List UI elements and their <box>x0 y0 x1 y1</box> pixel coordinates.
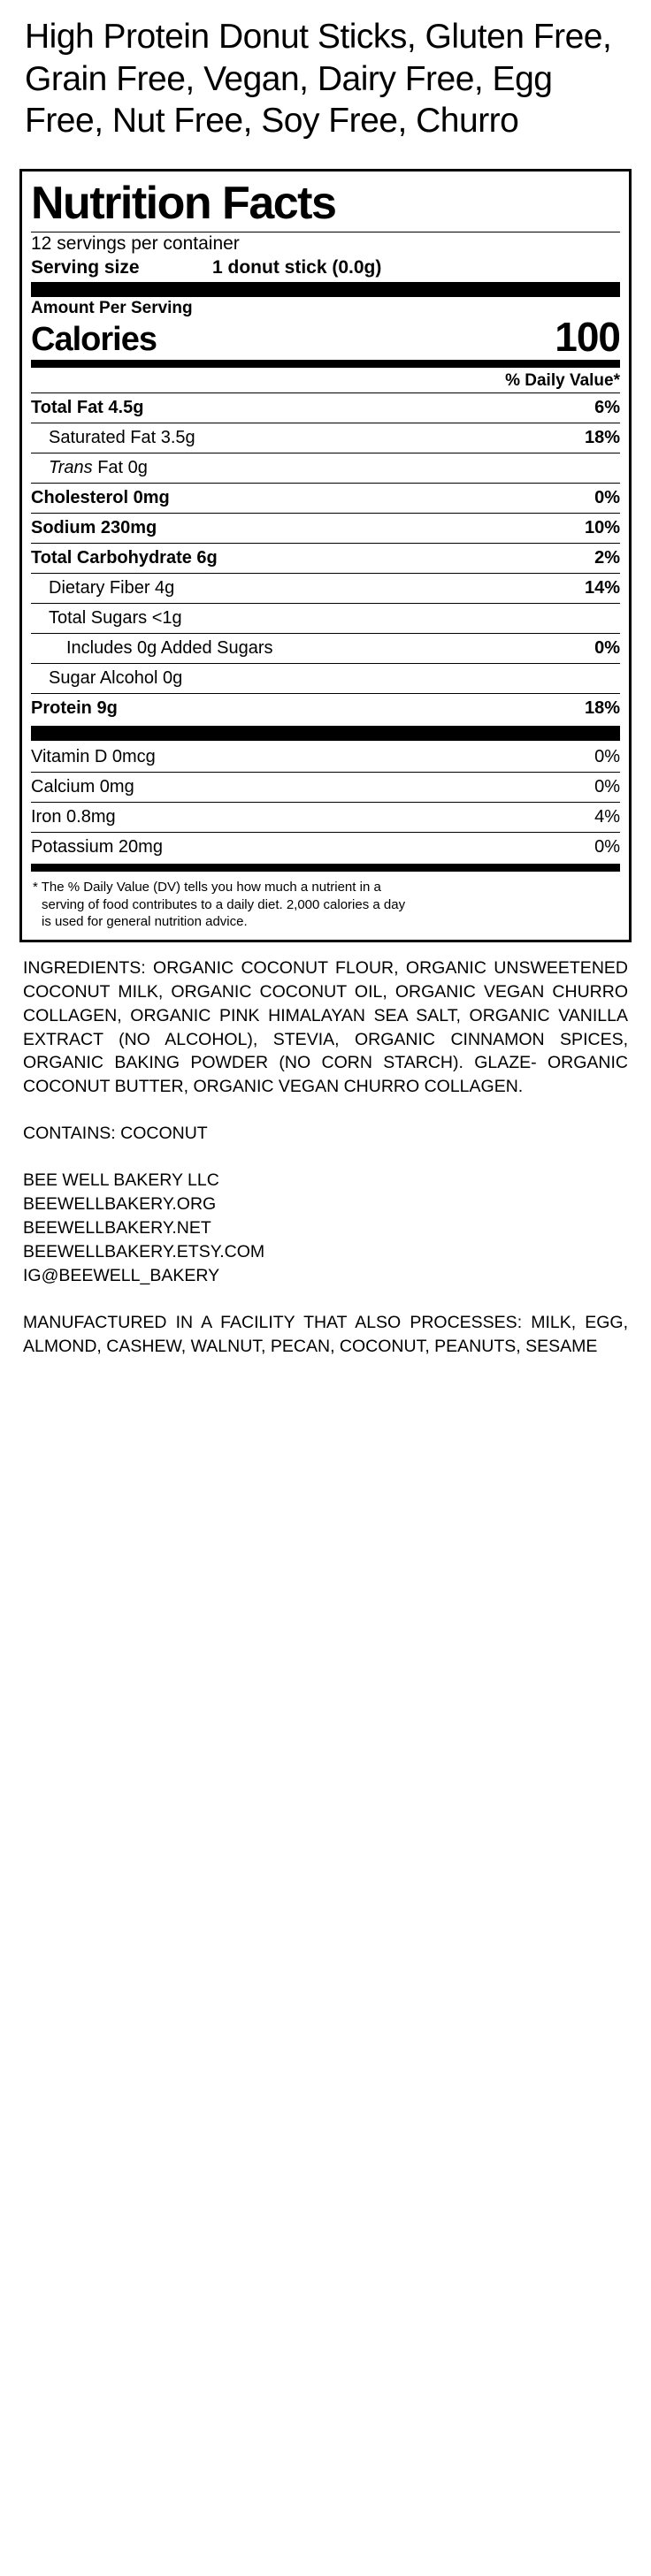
nutrient-name: Cholesterol 0mg <box>31 488 170 508</box>
divider-thick-vitamins <box>31 726 620 741</box>
nutrient-name: Sodium 230mg <box>31 518 157 538</box>
nutrient-name: Calcium 0mg <box>31 777 134 797</box>
nutrient-row-protein <box>31 694 620 723</box>
nutrient-name: Total Carbohydrate 6g <box>31 548 218 568</box>
nutrient-row-vitamin-d <box>31 743 620 772</box>
nutrient-row-calcium <box>31 773 620 802</box>
nutrient-dv: 6% <box>594 398 620 418</box>
nutrient-dv: 14% <box>584 578 620 598</box>
divider-thick-top <box>31 282 620 297</box>
company-website-org: BEEWELLBAKERY.ORG <box>23 1194 217 1215</box>
nutrient-row-cholesterol <box>31 484 620 513</box>
servings-per-container: 12 servings per container <box>31 232 240 254</box>
nutrient-dv: 0% <box>594 837 620 857</box>
nutrient-row-total-carbohydrate <box>31 544 620 573</box>
nutrition-facts-panel <box>19 169 632 942</box>
divider-under-calories <box>31 360 620 368</box>
calories-value: 100 <box>555 314 620 361</box>
contains-statement: CONTAINS: COCONUT <box>23 1124 208 1144</box>
nutrient-row-total-fat <box>31 393 620 423</box>
footnote-line-2: serving of food contributes to a daily diet. 2,000 calories a day <box>42 896 406 912</box>
nutrient-name: Saturated Fat 3.5g <box>49 428 195 448</box>
calories-label: Calories <box>31 320 157 358</box>
nutrient-dv: 0% <box>594 747 620 767</box>
nutrient-name: Potassium 20mg <box>31 837 163 857</box>
nutrient-row-trans-fat <box>31 453 620 483</box>
footnote-line-3: is used for general nutrition advice. <box>42 914 248 930</box>
footnote-line-1: * The % Daily Value (DV) tells you how much a nutrient in a <box>33 880 381 896</box>
nutrient-dv: 10% <box>584 518 620 538</box>
nutrient-name: Total Sugars <1g <box>49 608 182 629</box>
trans-rest: Fat 0g <box>97 458 148 478</box>
ingredients-statement: INGREDIENTS: ORGANIC COCONUT FLOUR, ORGANIC UNSWEETENED COCONUT MILK, ORGANIC COCONUT OIL, ORGANIC VEGAN CHURRO COLLAGEN, ORGANIC PINK HIMALAYAN SEA SALT, ORGANIC VANILLA EXTRACT (NO ALCOHOL), STEVIA, ORGANIC CINNAMON SPICES, ORGANIC BAKING POWDER (NO CORN STARCH). GLAZE- ORGANIC COCONUT BUTTER, ORGANIC VEGAN CHURRO COLLAGEN. <box>23 957 628 1097</box>
nutrient-dv: 0% <box>594 488 620 508</box>
nutrient-row-sodium <box>31 514 620 543</box>
nutrient-row-total-sugars <box>31 604 620 633</box>
nutrient-row-saturated-fat <box>31 423 620 453</box>
company-website-etsy: BEEWELLBAKERY.ETSY.COM <box>23 1241 265 1261</box>
nutrient-name: Protein 9g <box>31 698 118 719</box>
nutrient-row-potassium <box>31 833 620 862</box>
nutrient-row-dietary-fiber <box>31 574 620 603</box>
nutrient-dv: 0% <box>594 777 620 797</box>
company-info <box>23 1169 628 1288</box>
nutrient-name: Iron 0.8mg <box>31 807 116 827</box>
nutrient-dv: 0% <box>594 638 620 659</box>
product-title: High Protein Donut Sticks, Gluten Free, Grain Free, Vegan, Dairy Free, Egg Free, Nut Free, Soy Free, Churro <box>25 18 612 141</box>
nutrient-name: Total Fat 4.5g <box>31 398 144 418</box>
nutrient-dv: 18% <box>584 428 620 448</box>
amount-per-serving-label: Amount Per Serving <box>31 299 193 318</box>
nutrition-facts-title: Nutrition Facts <box>31 177 336 229</box>
company-website-net: BEEWELLBAKERY.NET <box>23 1217 211 1238</box>
nutrient-row-sugar-alcohol <box>31 664 620 693</box>
nutrient-name: Dietary Fiber 4g <box>49 578 175 598</box>
divider-above-footnote <box>31 864 620 872</box>
nutrient-name: Vitamin D 0mcg <box>31 747 156 767</box>
company-instagram: IG@BEEWELL_BAKERY <box>23 1265 220 1285</box>
nutrient-dv: 18% <box>584 698 620 719</box>
daily-value-header: % Daily Value* <box>505 371 620 391</box>
nutrient-row-added-sugars <box>31 634 620 663</box>
nutrient-dv: 2% <box>594 548 620 568</box>
serving-size-value: 1 donut stick (0.0g) <box>212 256 382 278</box>
serving-size-label: Serving size <box>31 256 140 278</box>
allergen-statement: MANUFACTURED IN A FACILITY THAT ALSO PROCESSES: MILK, EGG, ALMOND, CASHEW, WALNUT, PECAN, COCONUT, PEANUTS, SESAME <box>23 1312 628 1356</box>
nutrient-name: Includes 0g Added Sugars <box>66 638 273 659</box>
calories-row <box>31 314 620 361</box>
nutrient-row-iron <box>31 803 620 832</box>
company-name: BEE WELL BAKERY LLC <box>23 1170 219 1191</box>
nutrient-name <box>31 458 613 478</box>
nutrient-name: Sugar Alcohol 0g <box>49 668 183 689</box>
nutrient-dv: 4% <box>594 807 620 827</box>
daily-value-footnote <box>31 873 620 933</box>
serving-size-row <box>31 256 620 279</box>
trans-italic: Trans <box>49 458 93 478</box>
label-lower-text <box>19 942 632 1359</box>
